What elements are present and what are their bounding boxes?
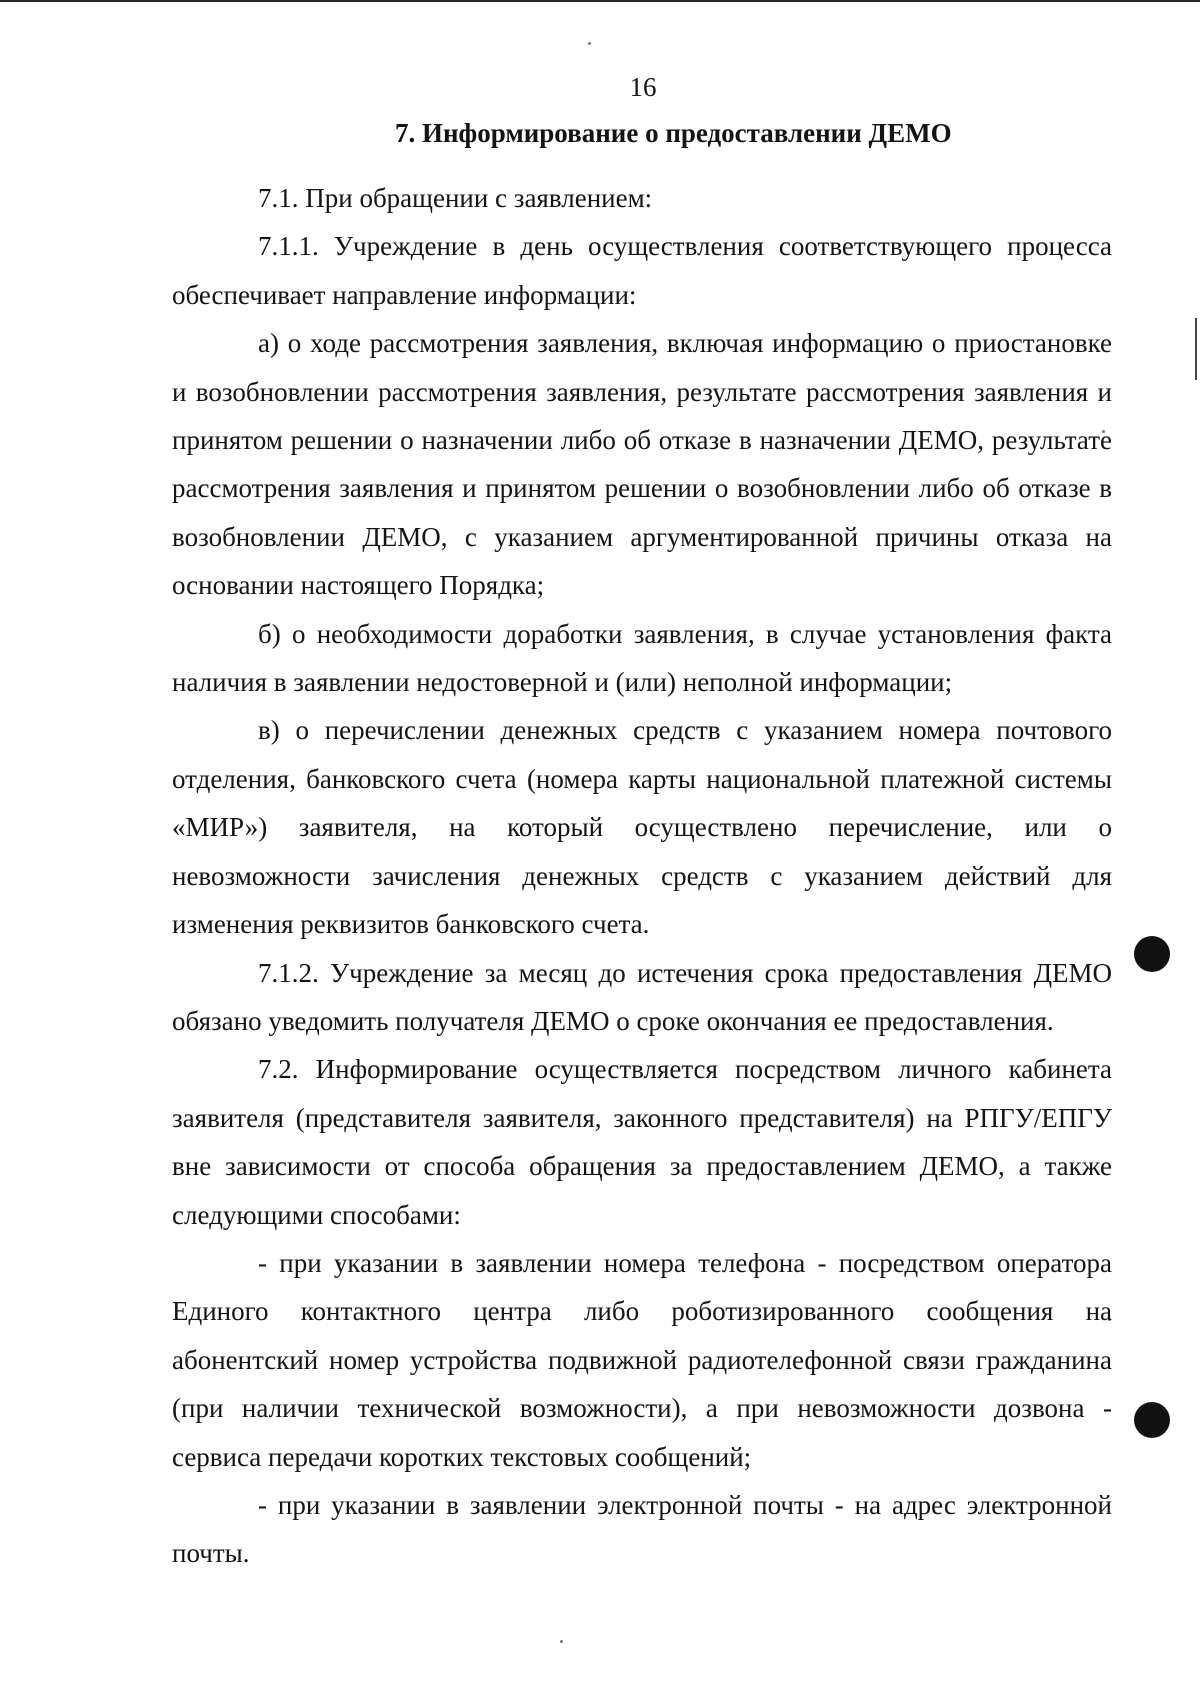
punch-hole bbox=[1134, 1402, 1170, 1438]
paragraph-7-1-1: 7.1.1. Учреждение в день осуществления соответствующего процесса обеспечивает направление информации: bbox=[172, 231, 1112, 310]
paragraph-item-a: а) о ходе рассмотрения заявления, включая информацию о приостановке и возобновлении рассмотрения заявления, результате рассмотрения заявления и принятом решении о назначении либо об отказе в назначении ДЕМО, результате рассмотрения заявления и принятом решении о возобновлении либо об отказе в возобновлении ДЕМО, с указанием аргументированной причины отказа на основании настоящего Порядка; bbox=[172, 328, 1112, 601]
paragraph-phone-method: - при указании в заявлении номера телефона - посредством оператора Единого контактного центра либо роботизированного сообщения на абонентский номер устройства подвижной радиотелефонной связи гражданина (при наличии технической возможности), а при невозможности дозвона - сервиса передачи коротких текстовых сообщений; bbox=[172, 1247, 1112, 1472]
paragraph-7-2: 7.2. Информирование осуществляется посредством личного кабинета заявителя (представителя заявителя, законного представителя) на РПГУ/ЕПГУ вне зависимости от способа обращения за предоставлением ДЕМО, а также следующими способами: bbox=[172, 1054, 1112, 1230]
scan-top-edge bbox=[0, 0, 1200, 2]
scan-margin-mark bbox=[1195, 318, 1197, 380]
scan-speck bbox=[588, 42, 591, 45]
paragraph-item-v: в) о перечислении денежных средств с указанием номера почтового отделения, банковского счета (номера карты национальной платежной системы «МИР») заявителя, на который осуществлено перечисление, или о невозможности зачисления денежных средств с указанием действий для изменения реквизитов банковского счета. bbox=[172, 715, 1112, 940]
section-heading: 7. Информирование о предоставлении ДЕМО bbox=[395, 118, 952, 148]
paragraph-email-method: - при указании в заявлении электронной почты - на адрес электронной почты. bbox=[172, 1489, 1112, 1569]
document-body bbox=[172, 174, 1112, 1578]
paragraph-item-b: б) о необходимости доработки заявления, в случае установления факта наличия в заявлении недостоверной и (или) неполной информации; bbox=[172, 618, 1112, 698]
page-number: 16 bbox=[629, 72, 657, 102]
paragraph-7-1: 7.1. При обращении с заявлением: bbox=[258, 183, 653, 213]
punch-hole bbox=[1134, 936, 1170, 972]
paragraph-7-1-2: 7.1.2. Учреждение за месяц до истечения срока предоставления ДЕМО обязано уведомить получателя ДЕМО о сроке окончания ее предоставления. bbox=[172, 957, 1112, 1036]
scan-speck bbox=[560, 1640, 563, 1643]
